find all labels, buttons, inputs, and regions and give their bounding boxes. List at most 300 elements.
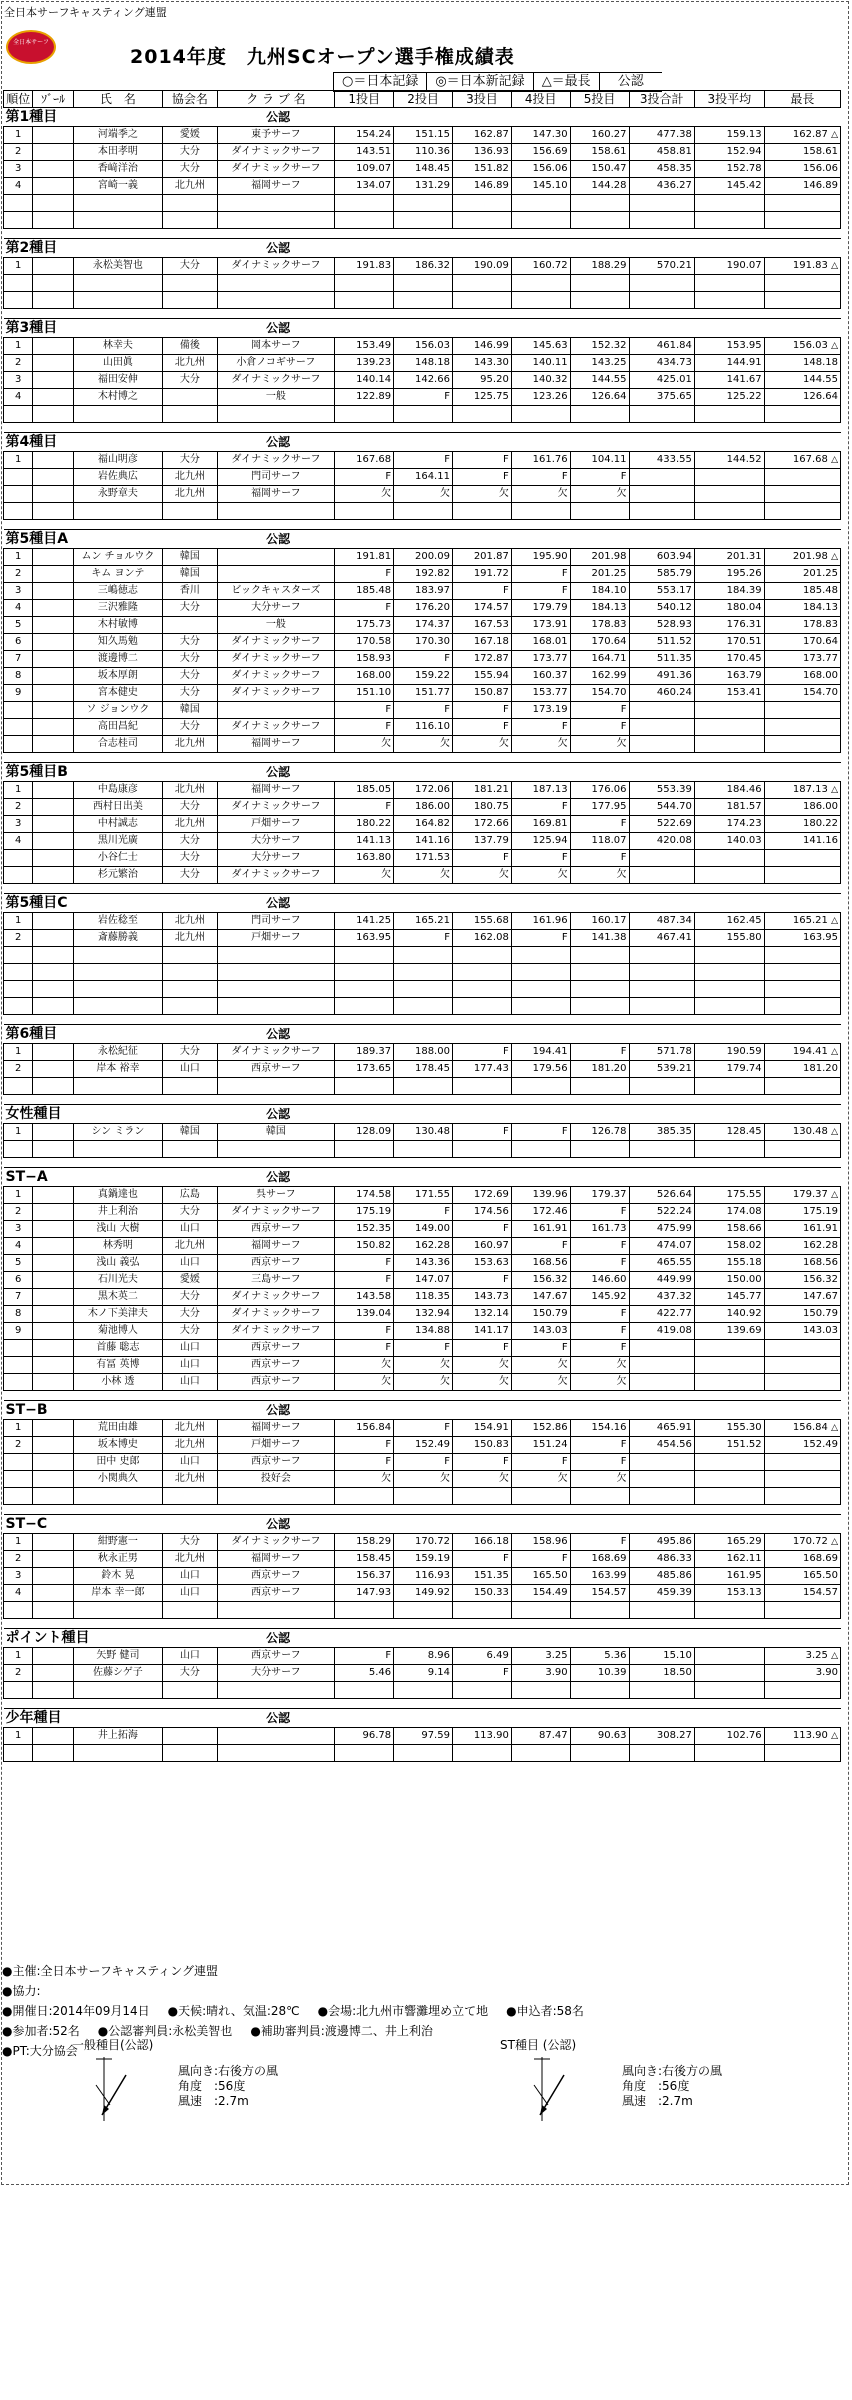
- cell-throw-2: 200.09: [394, 549, 453, 566]
- cell-name: 岩佐典広: [73, 469, 162, 486]
- cell-zone: [33, 1534, 73, 1551]
- cell-throw-2: 170.30: [394, 634, 453, 651]
- cell-total: 485.86: [629, 1568, 694, 1585]
- longest-value: 167.68: [792, 454, 828, 465]
- cell-throw-3: 150.33: [452, 1585, 511, 1602]
- cell-zone: [33, 913, 73, 930]
- cell-zone: [33, 1437, 73, 1454]
- cell-total: [629, 947, 694, 964]
- cell-club: ダイナミックサーフ: [217, 258, 335, 275]
- longest-mark: △: [831, 785, 838, 795]
- cell-throw-1: 96.78: [335, 1728, 394, 1745]
- cell-club: 戸畑サーフ: [217, 930, 335, 947]
- result-row: [4, 127, 841, 144]
- cell-club: [217, 275, 335, 292]
- cell-throw-1: 174.58: [335, 1187, 394, 1204]
- cell-throw-2: [394, 1078, 453, 1095]
- longest-value: 156.06: [803, 163, 838, 174]
- cell-average: [694, 275, 764, 292]
- longest-value: 163.95: [803, 932, 838, 943]
- section-gap: [4, 884, 841, 894]
- cell-club: [217, 1488, 335, 1505]
- cell-throw-5: 161.73: [570, 1221, 629, 1238]
- cell-association: 北九州: [163, 736, 217, 753]
- result-row: [4, 913, 841, 930]
- cell-throw-5: 154.16: [570, 1420, 629, 1437]
- cell-average: 184.39: [694, 583, 764, 600]
- cell-association: 大分: [163, 1665, 217, 1682]
- cell-association: 山口: [163, 1454, 217, 1471]
- cell-throw-4: 147.67: [511, 1289, 570, 1306]
- legend-new-record: ◎＝日本新記録: [426, 73, 533, 91]
- cell-average: [694, 867, 764, 884]
- cell-throw-1: [335, 981, 394, 998]
- blank-row: [4, 1602, 841, 1619]
- result-row: [4, 1665, 841, 1682]
- cell-throw-4: F: [511, 799, 570, 816]
- cell-club: 小倉ノコギサーフ: [217, 355, 335, 372]
- cell-total: 553.17: [629, 583, 694, 600]
- cell-throw-2: 141.16: [394, 833, 453, 850]
- header-average: 3投平均: [694, 91, 764, 108]
- cell-club: [217, 212, 335, 229]
- cell-average: 145.42: [694, 178, 764, 195]
- cell-throw-4: F: [511, 930, 570, 947]
- cell-name: 永松紀征: [73, 1044, 162, 1061]
- cell-total: [629, 1682, 694, 1699]
- logo-text: 全日本サーフ: [13, 39, 49, 46]
- cell-throw-5: F: [570, 1323, 629, 1340]
- cell-throw-3: 151.82: [452, 161, 511, 178]
- cell-throw-1: 158.29: [335, 1534, 394, 1551]
- result-row: [4, 1187, 841, 1204]
- cell-zone: [33, 1665, 73, 1682]
- cell-club: ダイナミックサーフ: [217, 161, 335, 178]
- category-heading-filler: [394, 1401, 841, 1420]
- cell-zone: [33, 833, 73, 850]
- cell-name: 三沢雅隆: [73, 600, 162, 617]
- header-rank: 順位: [4, 91, 33, 108]
- section-gap: [4, 1015, 841, 1025]
- cell-throw-4: 143.03: [511, 1323, 570, 1340]
- cell-name: [73, 998, 162, 1015]
- blank-row: [4, 503, 841, 520]
- cell-average: 140.92: [694, 1306, 764, 1323]
- cell-throw-2: [394, 195, 453, 212]
- result-row: [4, 782, 841, 799]
- header-zone: ｿﾞｰﾙ: [33, 91, 73, 108]
- category-certified-label: 公認: [163, 1025, 394, 1044]
- cell-association: 大分: [163, 668, 217, 685]
- cell-club: [217, 195, 335, 212]
- cell-throw-5: 141.38: [570, 930, 629, 947]
- cell-total: 308.27: [629, 1728, 694, 1745]
- cell-longest: [764, 338, 840, 355]
- result-row: [4, 389, 841, 406]
- cell-association: 大分: [163, 1044, 217, 1061]
- event-applicants: ●申込者:58名: [506, 2004, 584, 2018]
- cell-throw-3: 132.14: [452, 1306, 511, 1323]
- cell-throw-2: 欠: [394, 1471, 453, 1488]
- cell-rank: [4, 292, 33, 309]
- cell-longest: [764, 719, 840, 736]
- header-total: 3投合計: [629, 91, 694, 108]
- result-row: [4, 1534, 841, 1551]
- gap-cell: [4, 423, 841, 433]
- cell-total: 522.69: [629, 816, 694, 833]
- cell-throw-1: 175.19: [335, 1204, 394, 1221]
- cell-throw-5: 162.99: [570, 668, 629, 685]
- cell-longest: [764, 1682, 840, 1699]
- cell-throw-5: 126.78: [570, 1124, 629, 1141]
- cell-throw-1: 191.83: [335, 258, 394, 275]
- cell-throw-1: 180.22: [335, 816, 394, 833]
- cell-longest: [764, 144, 840, 161]
- cell-average: 176.31: [694, 617, 764, 634]
- cell-association: 山口: [163, 1061, 217, 1078]
- longest-mark: △: [831, 1651, 838, 1661]
- gap-cell: [4, 1095, 841, 1105]
- cell-total: [629, 850, 694, 867]
- cell-zone: [33, 389, 73, 406]
- cell-association: [163, 947, 217, 964]
- cell-association: [163, 981, 217, 998]
- cell-rank: 8: [4, 668, 33, 685]
- cell-zone: [33, 1471, 73, 1488]
- cell-total: [629, 964, 694, 981]
- cell-association: 大分: [163, 372, 217, 389]
- cell-throw-3: [452, 1141, 511, 1158]
- cell-rank: [4, 719, 33, 736]
- cell-association: [163, 292, 217, 309]
- cell-total: 18.50: [629, 1665, 694, 1682]
- cell-name: [73, 503, 162, 520]
- cell-throw-1: 158.45: [335, 1551, 394, 1568]
- longest-value: 168.56: [803, 1257, 838, 1268]
- cell-throw-4: 173.91: [511, 617, 570, 634]
- cell-zone: [33, 1289, 73, 1306]
- longest-value: 162.28: [803, 1240, 838, 1251]
- cell-rank: 7: [4, 651, 33, 668]
- cell-throw-5: [570, 947, 629, 964]
- cell-name: 小関典久: [73, 1471, 162, 1488]
- cell-longest: [764, 1745, 840, 1762]
- cell-throw-2: 171.53: [394, 850, 453, 867]
- cell-name: 浅山 大樹: [73, 1221, 162, 1238]
- cell-name: 矢野 健司: [73, 1648, 162, 1665]
- cell-throw-5: [570, 964, 629, 981]
- cell-longest: [764, 389, 840, 406]
- category-certified-label: 公認: [163, 1515, 394, 1534]
- cell-club: 三島サーフ: [217, 1272, 335, 1289]
- blank-row: [4, 1682, 841, 1699]
- cell-name: 菊池博人: [73, 1323, 162, 1340]
- cell-throw-5: 152.32: [570, 338, 629, 355]
- cell-total: 465.91: [629, 1420, 694, 1437]
- cell-total: 385.35: [629, 1124, 694, 1141]
- cell-rank: 1: [4, 1124, 33, 1141]
- cell-association: 大分: [163, 144, 217, 161]
- cell-throw-3: 欠: [452, 486, 511, 503]
- cell-longest: [764, 212, 840, 229]
- cell-longest: [764, 1204, 840, 1221]
- cell-zone: [33, 275, 73, 292]
- header-club: ク ラ ブ 名: [217, 91, 335, 108]
- wind-general-direction: 風向き:右後方の風: [178, 2064, 279, 2078]
- cell-throw-5: [570, 1745, 629, 1762]
- cell-zone: [33, 1648, 73, 1665]
- category-title: 第5種目B: [4, 763, 163, 782]
- result-row: [4, 1061, 841, 1078]
- cell-total: [629, 406, 694, 423]
- cell-club: ダイナミックサーフ: [217, 651, 335, 668]
- longest-mark: △: [831, 1731, 838, 1741]
- cell-total: 603.94: [629, 549, 694, 566]
- cell-association: 備後: [163, 338, 217, 355]
- cell-throw-2: [394, 998, 453, 1015]
- cell-throw-2: [394, 292, 453, 309]
- cell-throw-1: F: [335, 719, 394, 736]
- category-title: ポイント種目: [4, 1629, 163, 1648]
- cell-throw-4: 欠: [511, 486, 570, 503]
- cell-name: 福田安伸: [73, 372, 162, 389]
- longest-mark: △: [831, 1190, 838, 1200]
- cell-throw-1: [335, 275, 394, 292]
- cell-throw-2: 183.97: [394, 583, 453, 600]
- cell-zone: [33, 782, 73, 799]
- cell-association: 大分: [163, 799, 217, 816]
- cell-name: [73, 292, 162, 309]
- cell-throw-3: F: [452, 719, 511, 736]
- result-row: [4, 651, 841, 668]
- longest-value: 170.64: [803, 636, 838, 647]
- cell-association: 山口: [163, 1255, 217, 1272]
- cell-zone: [33, 583, 73, 600]
- cell-throw-4: F: [511, 1340, 570, 1357]
- cell-throw-5: 168.69: [570, 1551, 629, 1568]
- cell-throw-4: 欠: [511, 1374, 570, 1391]
- cell-zone: [33, 981, 73, 998]
- cell-throw-3: [452, 947, 511, 964]
- cell-throw-1: 173.65: [335, 1061, 394, 1078]
- cell-throw-5: [570, 1682, 629, 1699]
- cell-club: 岡本サーフ: [217, 338, 335, 355]
- cell-throw-1: F: [335, 600, 394, 617]
- cell-zone: [33, 355, 73, 372]
- section-gap: [4, 520, 841, 530]
- longest-value: 187.13: [792, 784, 828, 795]
- longest-value: 179.37: [792, 1189, 828, 1200]
- cell-throw-3: 6.49: [452, 1648, 511, 1665]
- cell-average: [694, 1078, 764, 1095]
- cell-throw-1: F: [335, 1340, 394, 1357]
- cell-association: 愛媛: [163, 1272, 217, 1289]
- cell-throw-1: F: [335, 799, 394, 816]
- cell-rank: [4, 1340, 33, 1357]
- cell-throw-4: 152.86: [511, 1420, 570, 1437]
- header-longest: 最長: [764, 91, 840, 108]
- cell-longest: [764, 1551, 840, 1568]
- result-row: [4, 338, 841, 355]
- cell-rank: [4, 1682, 33, 1699]
- cell-association: 大分: [163, 161, 217, 178]
- cell-throw-2: [394, 1602, 453, 1619]
- longest-value: 181.20: [803, 1063, 838, 1074]
- cell-rank: 4: [4, 833, 33, 850]
- result-row: [4, 1044, 841, 1061]
- cell-rank: 6: [4, 1272, 33, 1289]
- cell-throw-1: F: [335, 1255, 394, 1272]
- cell-club: 門司サーフ: [217, 469, 335, 486]
- cell-throw-3: 125.75: [452, 389, 511, 406]
- cell-throw-5: [570, 1141, 629, 1158]
- cell-rank: 8: [4, 1306, 33, 1323]
- cell-rank: [4, 1374, 33, 1391]
- section-gap: [4, 1619, 841, 1629]
- cell-throw-1: 175.73: [335, 617, 394, 634]
- cell-average: 180.04: [694, 600, 764, 617]
- cell-throw-3: F: [452, 1454, 511, 1471]
- cell-throw-1: 189.37: [335, 1044, 394, 1061]
- cell-throw-1: 139.04: [335, 1306, 394, 1323]
- cell-name: シン ミラン: [73, 1124, 162, 1141]
- cell-zone: [33, 1602, 73, 1619]
- cell-association: 山口: [163, 1374, 217, 1391]
- cell-throw-4: 87.47: [511, 1728, 570, 1745]
- cell-zone: [33, 600, 73, 617]
- blank-row: [4, 195, 841, 212]
- cell-average: 141.67: [694, 372, 764, 389]
- cell-average: [694, 486, 764, 503]
- cell-longest: [764, 634, 840, 651]
- cell-throw-3: F: [452, 1044, 511, 1061]
- cell-zone: [33, 1323, 73, 1340]
- cell-throw-5: 143.25: [570, 355, 629, 372]
- cell-name: 林秀明: [73, 1238, 162, 1255]
- cell-association: 山口: [163, 1585, 217, 1602]
- gap-cell: [4, 1158, 841, 1168]
- cell-club: 西京サーフ: [217, 1374, 335, 1391]
- cell-longest: [764, 1665, 840, 1682]
- cell-throw-1: [335, 1682, 394, 1699]
- cell-average: 128.45: [694, 1124, 764, 1141]
- cell-name: 福山明彦: [73, 452, 162, 469]
- cell-name: 宮崎一義: [73, 178, 162, 195]
- cell-throw-5: 欠: [570, 486, 629, 503]
- cell-throw-5: 160.17: [570, 913, 629, 930]
- gap-cell: [4, 1391, 841, 1401]
- longest-value: 175.19: [803, 1206, 838, 1217]
- cell-zone: [33, 1728, 73, 1745]
- gap-cell: [4, 1699, 841, 1709]
- header-throw-1: 1投目: [335, 91, 394, 108]
- cell-zone: [33, 799, 73, 816]
- cell-club: ダイナミックサーフ: [217, 1306, 335, 1323]
- cell-throw-2: F: [394, 389, 453, 406]
- cell-throw-5: 118.07: [570, 833, 629, 850]
- cell-throw-3: [452, 406, 511, 423]
- cell-association: [163, 389, 217, 406]
- cell-longest: [764, 1187, 840, 1204]
- cell-throw-4: 欠: [511, 736, 570, 753]
- cell-throw-5: [570, 1078, 629, 1095]
- result-row: [4, 258, 841, 275]
- cell-average: 159.13: [694, 127, 764, 144]
- cell-longest: [764, 1124, 840, 1141]
- category-heading: [4, 1105, 841, 1124]
- cell-club: [217, 981, 335, 998]
- cell-rank: [4, 406, 33, 423]
- cell-rank: [4, 1357, 33, 1374]
- cell-zone: [33, 1454, 73, 1471]
- result-row: [4, 1374, 841, 1391]
- cell-throw-1: 欠: [335, 1374, 394, 1391]
- cell-total: [629, 1454, 694, 1471]
- cell-longest: [764, 736, 840, 753]
- cell-name: 井上拓海: [73, 1728, 162, 1745]
- cell-throw-1: [335, 1141, 394, 1158]
- cell-club: 大分サーフ: [217, 850, 335, 867]
- cell-zone: [33, 998, 73, 1015]
- cell-throw-4: 168.01: [511, 634, 570, 651]
- result-row: [4, 816, 841, 833]
- cell-throw-3: 174.57: [452, 600, 511, 617]
- cell-throw-1: 139.23: [335, 355, 394, 372]
- cell-average: [694, 503, 764, 520]
- blank-row: [4, 947, 841, 964]
- cell-total: 571.78: [629, 1044, 694, 1061]
- results-table: [3, 90, 841, 1762]
- cell-total: [629, 981, 694, 998]
- cell-throw-1: 134.07: [335, 178, 394, 195]
- cell-throw-1: F: [335, 1323, 394, 1340]
- section-gap: [4, 423, 841, 433]
- cell-throw-2: [394, 1141, 453, 1158]
- cell-association: 大分: [163, 719, 217, 736]
- section-gap: [4, 1391, 841, 1401]
- cell-throw-5: 176.06: [570, 782, 629, 799]
- longest-value: 168.00: [803, 670, 838, 681]
- cell-average: 170.45: [694, 651, 764, 668]
- cell-longest: [764, 1585, 840, 1602]
- cell-average: 190.07: [694, 258, 764, 275]
- result-row: [4, 833, 841, 850]
- cell-longest: [764, 583, 840, 600]
- cell-average: [694, 1374, 764, 1391]
- cell-association: [163, 1078, 217, 1095]
- cell-rank: 1: [4, 338, 33, 355]
- cell-rank: [4, 998, 33, 1015]
- cell-throw-5: 154.70: [570, 685, 629, 702]
- cell-association: 北九州: [163, 1420, 217, 1437]
- cell-throw-4: 169.81: [511, 816, 570, 833]
- cell-throw-3: [452, 1682, 511, 1699]
- cell-average: [694, 1648, 764, 1665]
- cell-longest: [764, 469, 840, 486]
- cell-association: [163, 406, 217, 423]
- cell-rank: [4, 702, 33, 719]
- cell-throw-4: 194.41: [511, 1044, 570, 1061]
- cell-throw-5: 126.64: [570, 389, 629, 406]
- cell-zone: [33, 338, 73, 355]
- cell-association: 大分: [163, 258, 217, 275]
- cell-longest: [764, 1374, 840, 1391]
- cell-longest: [764, 782, 840, 799]
- cell-club: 福岡サーフ: [217, 782, 335, 799]
- cell-zone: [33, 1306, 73, 1323]
- cell-throw-1: [335, 212, 394, 229]
- cell-total: 491.36: [629, 668, 694, 685]
